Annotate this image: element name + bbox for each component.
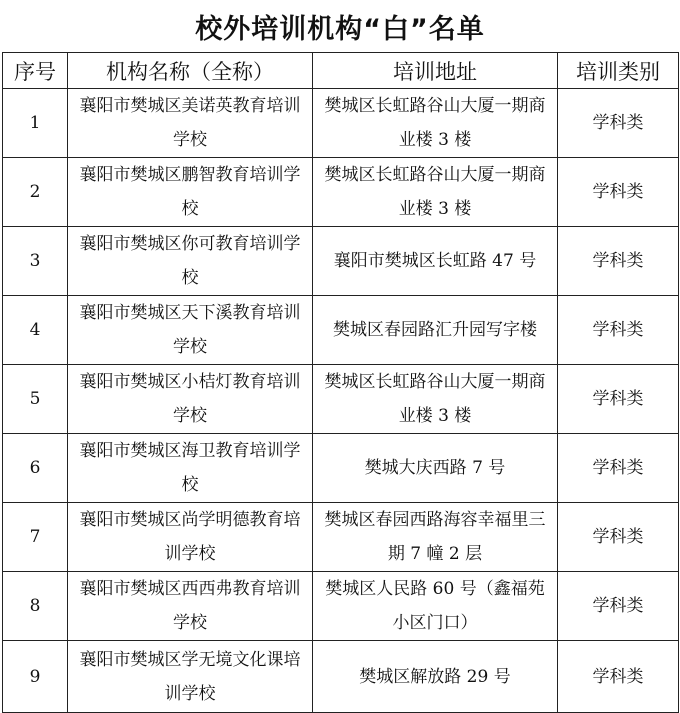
cell-name-text: 襄阳市樊城区你可教育培训学校 [79, 234, 301, 288]
cell-no: 6 [3, 434, 68, 503]
cell-address-text: 樊城区春园路汇升园写字楼 [333, 320, 537, 340]
header-category: 培训类别 [558, 53, 679, 89]
cell-name-text: 襄阳市樊城区西西弗教育培训学校 [79, 579, 301, 633]
cell-category: 学科类 [558, 641, 679, 713]
cell-name-text: 襄阳市樊城区鹏智教育培训学校 [79, 165, 301, 219]
cell-name-text: 襄阳市樊城区小桔灯教育培训学校 [79, 372, 301, 426]
table-row [3, 365, 679, 434]
cell-no: 4 [3, 296, 68, 365]
cell-category: 学科类 [558, 365, 679, 434]
cell-address [313, 641, 558, 713]
cell-category: 学科类 [558, 89, 679, 158]
cell-address [313, 158, 558, 227]
cell-category: 学科类 [558, 227, 679, 296]
cell-name-text: 襄阳市樊城区美诺英教育培训学校 [79, 96, 301, 150]
cell-category: 学科类 [558, 572, 679, 641]
cell-no: 2 [3, 158, 68, 227]
cell-name [68, 434, 313, 503]
table-row [3, 89, 679, 158]
header-name: 机构名称（全称） [68, 53, 313, 89]
cell-address [313, 89, 558, 158]
table-row [3, 503, 679, 572]
cell-category: 学科类 [558, 434, 679, 503]
cell-no: 8 [3, 572, 68, 641]
table-row [3, 434, 679, 503]
cell-address [313, 434, 558, 503]
cell-name [68, 89, 313, 158]
table-row [3, 296, 679, 365]
cell-no: 7 [3, 503, 68, 572]
cell-no: 5 [3, 365, 68, 434]
table-row [3, 641, 679, 713]
cell-address-text: 樊城大庆西路 7 号 [364, 458, 506, 478]
cell-name [68, 572, 313, 641]
cell-category: 学科类 [558, 158, 679, 227]
cell-name-text: 襄阳市樊城区海卫教育培训学校 [79, 441, 301, 495]
cell-no: 3 [3, 227, 68, 296]
cell-address-text: 樊城区长虹路谷山大厦一期商业楼 3 楼 [324, 96, 546, 150]
cell-name-text: 襄阳市樊城区学无境文化课培训学校 [79, 649, 301, 704]
cell-address-text: 樊城区春园西路海容幸福里三期 7 幢 2 层 [324, 510, 546, 564]
cell-name [68, 503, 313, 572]
cell-name [68, 296, 313, 365]
cell-address [313, 503, 558, 572]
cell-name-text: 襄阳市樊城区尚学明德教育培训学校 [79, 510, 301, 564]
cell-address [313, 227, 558, 296]
table-row [3, 572, 679, 641]
whitelist-table [2, 52, 679, 713]
cell-category: 学科类 [558, 503, 679, 572]
cell-address-text: 樊城区长虹路谷山大厦一期商业楼 3 楼 [324, 165, 546, 219]
table-header-row [3, 53, 679, 89]
cell-name-text: 襄阳市樊城区天下溪教育培训学校 [79, 303, 301, 357]
cell-address-text: 樊城区长虹路谷山大厦一期商业楼 3 楼 [324, 372, 546, 426]
cell-no: 9 [3, 641, 68, 713]
table-row [3, 227, 679, 296]
cell-address [313, 296, 558, 365]
cell-name [68, 227, 313, 296]
cell-name [68, 641, 313, 713]
header-address: 培训地址 [313, 53, 558, 89]
page-title: 校外培训机构“白”名单 [195, 13, 485, 45]
cell-address-text: 樊城区解放路 29 号 [359, 666, 511, 687]
table-row [3, 158, 679, 227]
cell-address [313, 365, 558, 434]
cell-name [68, 365, 313, 434]
cell-no: 1 [3, 89, 68, 158]
cell-category: 学科类 [558, 296, 679, 365]
cell-address-text: 樊城区人民路 60 号（鑫福苑小区门口） [325, 579, 545, 633]
cell-address-text: 襄阳市樊城区长虹路 47 号 [333, 251, 537, 271]
cell-name [68, 158, 313, 227]
cell-address [313, 572, 558, 641]
header-no: 序号 [3, 53, 68, 89]
